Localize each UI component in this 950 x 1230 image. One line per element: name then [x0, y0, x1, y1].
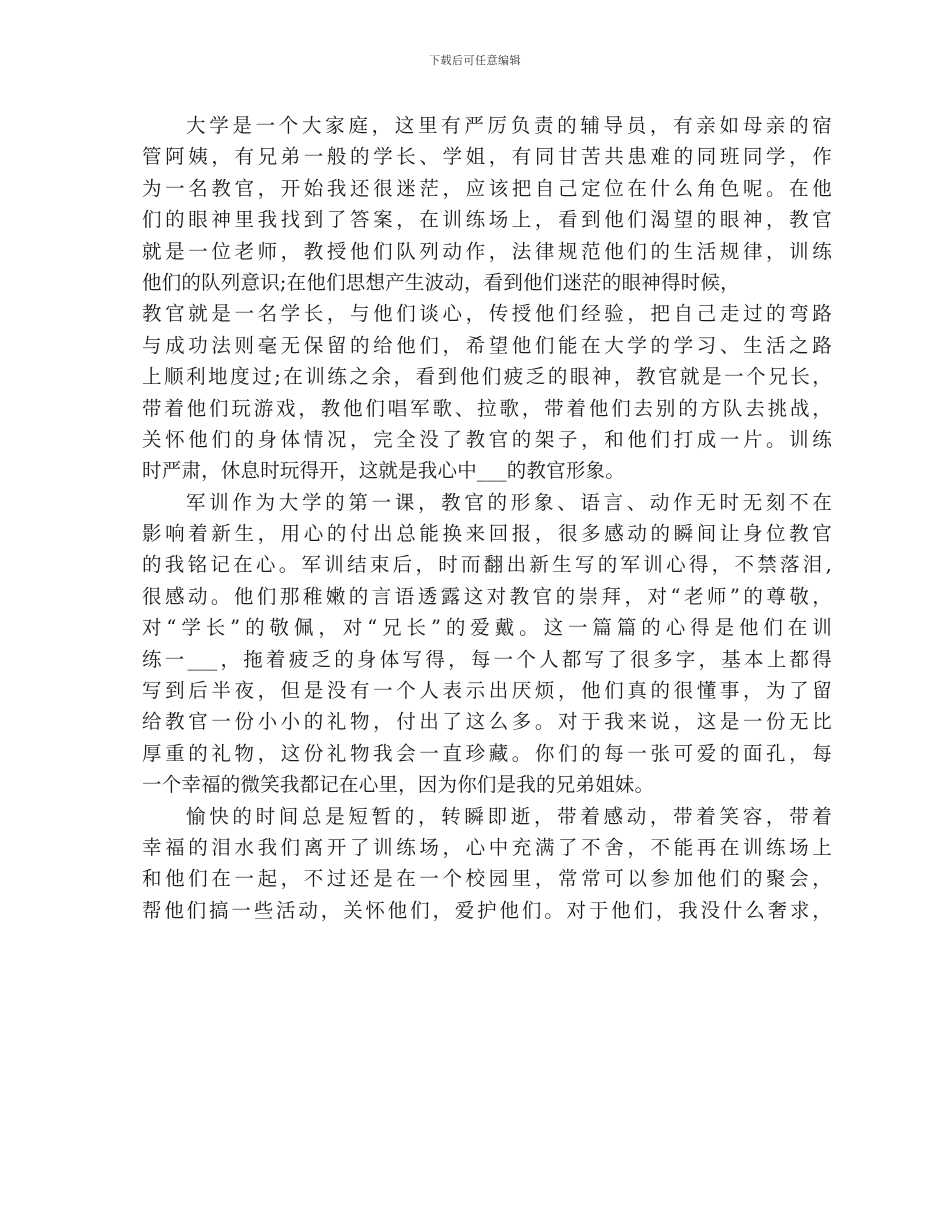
page-header: 下载后可任意编辑	[429, 54, 521, 67]
text-line: 为一名教官，开始我还很迷茫，应该把自己定位在什么角色呢。在他	[142, 176, 832, 200]
text-line: 帮他们搞一些活动，关怀他们，爱护他们。对于他们，我没什么奢求，	[142, 898, 832, 922]
text-line: 管阿姨，有兄弟一般的学长、学姐，有同甘苦共患难的同班同学，作	[142, 145, 832, 169]
text-line: 就是一位老师，教授他们队列动作，法律规范他们的生活规律，训练	[142, 239, 832, 263]
text-line: 们的眼神里我找到了答案，在训练场上，看到他们渴望的眼神，教官	[142, 208, 832, 232]
paragraph-2	[142, 487, 832, 801]
text-line: 带着他们玩游戏，教他们唱军歌、拉歌，带着他们去别的方队去挑战，	[142, 396, 832, 420]
text-line: 厚重的礼物，这份礼物我会一直珍藏。你们的每一张可爱的面孔，每	[142, 741, 832, 765]
text-line: 关怀他们的身体情况，完全没了教官的架子，和他们打成一片。训练	[142, 427, 832, 451]
text-line: 愉快的时间总是短暂的，转瞬即逝，带着感动，带着笑容，带着	[186, 804, 832, 828]
text-line: 给教官一份小小的礼物，付出了这么多。对于我来说，这是一份无比	[142, 710, 832, 734]
text-line: 写到后半夜，但是没有一个人表示出厌烦，他们真的很懂事，为了留	[142, 679, 832, 703]
text-line: 影响着新生，用心的付出总能换来回报，很多感动的瞬间让身位教官	[142, 522, 832, 546]
text-line: 练一___，拖着疲乏的身体写得，每一个人都写了很多字，基本上都得	[142, 647, 832, 671]
paragraph-3	[142, 801, 832, 927]
text-line: 与成功法则毫无保留的给他们，希望他们能在大学的学习、生活之路	[142, 333, 832, 357]
text-line: 对“学长”的敬佩，对“兄长”的爱戴。这一篇篇的心得是他们在训	[142, 616, 832, 640]
text-line: 军训作为大学的第一课，教官的形象、语言、动作无时无刻不在	[186, 490, 832, 514]
text-line: 幸福的泪水我们离开了训练场，心中充满了不舍，不能再在训练场上	[142, 835, 832, 859]
text-line: 教官就是一名学长，与他们谈心，传授他们经验，把自己走过的弯路	[142, 302, 832, 326]
text-line: 的我铭记在心。军训结束后，时而翻出新生写的军训心得，不禁落泪,	[142, 553, 832, 577]
text-line: 他们的队列意识;在他们思想产生波动，看到他们迷茫的眼神得时候，	[142, 270, 740, 294]
text-line: 大学是一个大家庭，这里有严厉负责的辅导员，有亲如母亲的宿	[186, 114, 832, 137]
text-line: 一个幸福的微笑我都记在心里，因为你们是我的兄弟姐妹。	[142, 773, 655, 797]
text-line: 时严肃，休息时玩得开，这就是我心中___的教官形象。	[142, 459, 625, 483]
text-line: 很感动。他们那稚嫩的言语透露这对教官的崇拜，对“老师”的尊敬，	[142, 584, 832, 608]
text-line: 和他们在一起，不过还是在一个校园里，常常可以参加他们的聚会，	[142, 867, 832, 891]
text-line: 上顺利地度过;在训练之余，看到他们疲乏的眼神，教官就是一个兄长，	[142, 365, 832, 389]
document-body	[142, 110, 832, 926]
paragraph-1	[142, 110, 832, 487]
